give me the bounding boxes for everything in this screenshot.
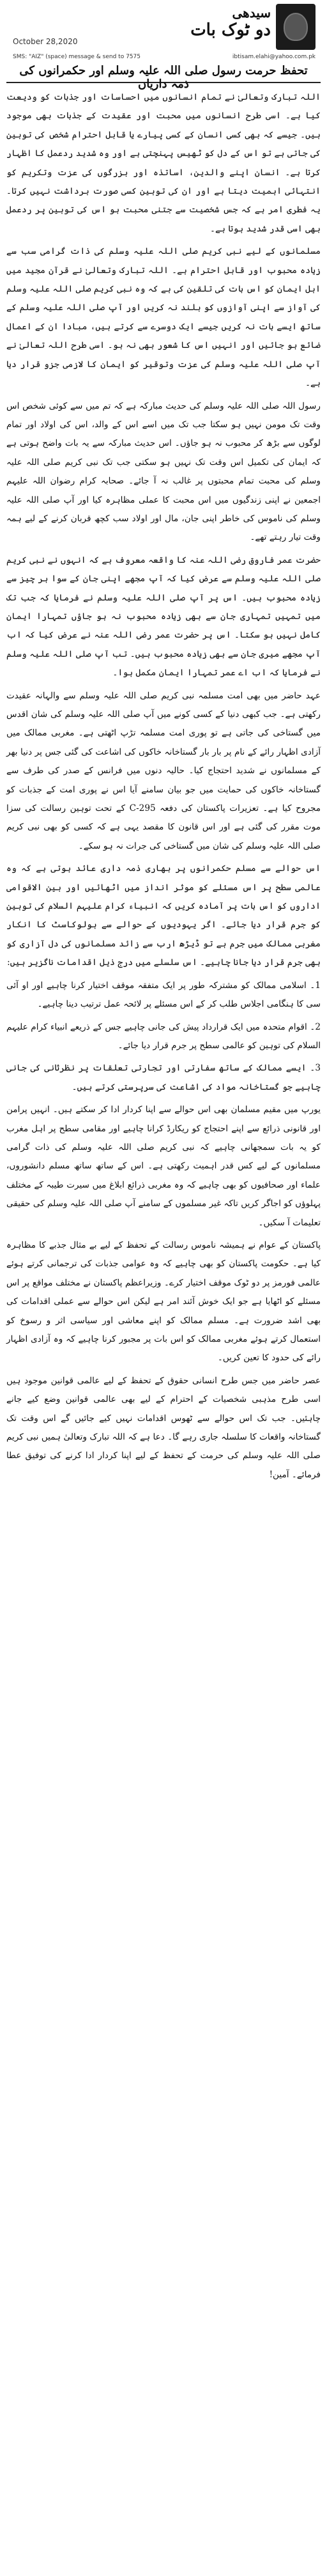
article-paragraph: عصر حاضر میں جس طرح انسانی حقوق کے تحفظ کے لیے عالمی قوانین موجود ہیں اسی طرح مذہبی شخصیات کے احترام کے لیے بھی عالمی قوانین وضع کیے جانے چاہئیں۔ جب تک اس حوالے سے ٹھوس اقدامات نہیں کیے جائیں گے اس وقت تک گستاخانہ واقعات کا سلسلہ جاری رہے گا۔ دعا ہے کہ اللہ تبارک وتعالیٰ ہمیں نبی کریم صلی اللہ علیہ وسلم کی حرمت کے تحفظ کے لیے اپنا کردار ادا کرنے کی توفیق عطا فرمائے۔ آمین! (6, 1375, 321, 1480)
article-paragraph: پاکستان کے عوام نے ہمیشہ ناموس رسالت کے تحفظ کے لیے بے مثال جذبے کا مظاہرہ کیا ہے۔ حکومت پاکستان کو بھی چاہیے کہ وہ عوامی جذبات کی ترجمانی کرتے ہوئے عالمی فورمز پر دو ٹوک موقف اختیار کرے۔ وزیراعظم پاکستان نے مختلف مواقع پر اس مسئلے کو اٹھایا ہے جو ایک خوش آئند امر ہے لیکن اس حوالے سے عملی اقدامات کی بھی اشد ضرورت ہے۔ مسلم ممالک کو اپنے معاشی اور سیاسی اثر و رسوخ کو استعمال کرتے ہوئے مغربی ممالک کو اس بات پر مجبور کرنا چاہیے کہ وہ آزادی اظہار رائے کی حدود کا تعین کریں۔ (6, 1239, 321, 1363)
article-paragraph: مسلمانوں کے لیے نبی کریم صلی اللہ علیہ وسلم کی ذات گرامی سب سے زیادہ محبوب اور قابل احترام ہے۔ اللہ تبارک وتعالیٰ نے قرآن مجید میں اہل ایمان کو اس بات کی تلقین کی ہے کہ وہ نبی کریم صلی اللہ علیہ وسلم کی آواز سے اپنی آوازوں کو بلند نہ کریں اور آپ صلی اللہ علیہ وسلم کے ساتھ ایسے بات نہ کریں جیسے ایک دوسرے سے کرتے ہیں، مبادا ان کے اعمال ضائع ہو جائیں اور انہیں اس کا شعور بھی نہ ہو۔ اسی طرح اللہ تعالیٰ نے آپ صلی اللہ علیہ وسلم کی عزت وتوقیر کو ایمان کا لازمی جزو قرار دیا ہے۔ (6, 246, 321, 389)
article-paragraph: حضرت عمر فاروق رضی اللہ عنہ کا واقعہ معروف ہے کہ انہوں نے نبی کریم صلی اللہ علیہ وسلم سے عرض کیا کہ آپ مجھے اپنی جان کے سوا ہر چیز سے زیادہ محبوب ہیں۔ اس پر آپ صلی اللہ علیہ وسلم نے فرمایا کہ جب تک میں تمہیں تمہاری جان سے بھی زیادہ محبوب نہ ہو جاؤں تمہارا ایمان کامل نہیں ہو سکتا۔ اس پر حضرت عمر رضی اللہ عنہ نے عرض کیا کہ اب آپ مجھے میری جان سے بھی زیادہ محبوب ہیں۔ تب آپ صلی اللہ علیہ وسلم نے فرمایا کہ اب اے عمر تمہارا ایمان مکمل ہوا۔ (6, 554, 321, 679)
column-brand-line2: دو ٹوک بات (190, 20, 271, 40)
article-list-item: 1۔ اسلامی ممالک کو مشترکہ طور پر ایک متفقہ موقف اختیار کرنا چاہیے اور او آئی سی کا ہنگامی اجلاس طلب کر کے اس مسئلے پر لائحہ عمل ترتیب دینا چاہیے۔ (6, 980, 321, 1010)
publication-date: October 28,2020 (13, 37, 78, 46)
column-brand (190, 5, 271, 40)
column-brand-line1: سیدھی (232, 5, 271, 20)
author-photo (276, 4, 316, 50)
article-list-item: 2۔ اقوام متحدہ میں ایک قرارداد پیش کی جانی چاہیے جس کے ذریعے انبیاء کرام علیہم السلام کی توہین کو عالمی سطح پر جرم قرار دیا جائے۔ (6, 1021, 321, 1051)
article-paragraph: اس حوالے سے مسلم حکمرانوں پر بھاری ذمہ داری عائد ہوتی ہے کہ وہ عالمی سطح پر اس مسئلے کو موثر انداز میں اٹھائیں اور بین الاقوامی اداروں کو اس بات پر آمادہ کریں کہ انبیاء کرام علیہم السلام کی توہین کو جرم قرار دیا جائے۔ اگر یہودیوں کے حوالے سے ہولوکاسٹ کا انکار مغربی ممالک میں جرم ہے تو ڈیڑھ ارب سے زائد مسلمانوں کی دل آزاری کو بھی جرم قرار دیا جانا چاہیے۔ اس سلسلے میں درج ذیل اقدامات ناگزیر ہیں: (6, 863, 321, 968)
article-paragraph: رسول اللہ صلی اللہ علیہ وسلم کی حدیث مبارکہ ہے کہ تم میں سے کوئی شخص اس وقت تک مومن نہیں ہو سکتا جب تک میں اسے اس کے والد، اس کی اولاد اور تمام لوگوں سے بڑھ کر محبوب نہ ہو جاؤں۔ اس حدیث مبارکہ سے یہ بات واضح ہوتی ہے کہ ایمان کی تکمیل اس وقت تک نہیں ہو سکتی جب تک نبی کریم صلی اللہ علیہ وسلم کی محبت تمام محبتوں پر غالب نہ آ جائے۔ صحابہ کرام رضوان اللہ علیہم اجمعین نے اپنی زندگیوں میں اس محبت کا عملی مظاہرہ کیا اور آپ صلی اللہ علیہ وسلم کی ناموس کی خاطر اپنی جان، مال اور اولاد سب کچھ قربان کرنے کے لیے ہمہ وقت تیار رہتے تھے۔ (6, 400, 321, 543)
author-face-icon (284, 13, 308, 41)
article-title: تحفظ حرمت رسول صلی اللہ علیہ وسلم اور حکمرانوں کی ذمہ داریاں (19, 64, 308, 91)
article-paragraph: یورپ میں مقیم مسلمان بھی اس حوالے سے اپنا کردار ادا کر سکتے ہیں۔ انہیں پرامن اور قانونی ذرائع سے اپنے احتجاج کو ریکارڈ کرانا چاہیے اور مقامی سطح پر اہل مغرب کو یہ بات سمجھانی چاہیے کہ نبی کریم صلی اللہ علیہ وسلم کی ذات گرامی مسلمانوں کے لیے کس قدر اہمیت رکھتی ہے۔ اس کے ساتھ ساتھ مسلم دانشوروں، علماء اور صحافیوں کو بھی چاہیے کہ وہ مغربی ذرائع ابلاغ میں سیرت طیبہ کے مختلف پہلوؤں کو اجاگر کریں تاکہ غیر مسلموں کے سامنے آپ صلی اللہ علیہ وسلم کی حقیقی تعلیمات آ سکیں۔ (6, 1104, 321, 1228)
article-list-item: 3۔ ایسے ممالک کے ساتھ سفارتی اور تجارتی تعلقات پر نظرثانی کی جانی چاہیے جو گستاخانہ مواد کی اشاعت کی سرپرستی کرتے ہیں۔ (6, 1063, 321, 1092)
author-email: ibtisam.elahi@yahoo.com.pk (232, 54, 316, 60)
article-paragraph: اللہ تبارک وتعالیٰ نے تمام انسانوں میں احساسات اور جذبات کو ودیعت کیا ہے۔ اسی طرح انسانوں میں محبت اور عقیدت کے جذبات بھی موجود ہیں۔ جیسے کہ بھی کسی انسان کے کسی پیارے یا قابل احترام شخص کی توہین کی جاتی ہے تو اس کے دل کو ٹھیس پہنچتی ہے اور وہ شدید ردعمل کا اظہار کرتا ہے۔ انسان اپنے والدین، اساتذہ اور بزرگوں کی عزت وتکریم کو انتہائی اہمیت دیتا ہے اور ان کی توہین کسی صورت برداشت نہیں کرتا۔ یہ فطری امر ہے کہ جس شخصیت سے جتنی محبت ہو اس کی توہین پر ردعمل بھی اسی قدر شدید ہوتا ہے۔ (6, 92, 321, 234)
article-body (6, 83, 321, 1484)
column-header (6, 0, 321, 91)
sms-subscription-line: SMS: "AIZ" (space) message & send to 7575 (13, 54, 141, 60)
article-paragraph: عہد حاضر میں بھی امت مسلمہ نبی کریم صلی اللہ علیہ وسلم سے والہانہ عقیدت رکھتی ہے۔ جب کبھی دنیا کے کسی کونے میں آپ صلی اللہ علیہ وسلم کی شان اقدس میں گستاخی کی جاتی ہے تو پوری امت مسلمہ تڑپ اٹھتی ہے۔ مغربی ممالک میں آزادی اظہار رائے کے نام پر بار بار گستاخانہ خاکوں کی اشاعت کی گئی جس پر دنیا بھر کے مسلمانوں نے شدید احتجاج کیا۔ حالیہ دنوں میں فرانس کے صدر کی طرف سے گستاخانہ خاکوں کی حمایت میں جو بیان سامنے آیا اس نے پوری امت کے جذبات کو مجروح کیا ہے۔ تعزیرات پاکستان کی دفعہ C-295 کے تحت توہین رسالت کی سزا موت مقرر کی گئی ہے اور اس قانون کا مقصد یہی ہے کہ کسی کو بھی نبی کریم صلی اللہ علیہ وسلم کی شان میں گستاخی کی جرات نہ ہو سکے۔ (6, 690, 321, 851)
